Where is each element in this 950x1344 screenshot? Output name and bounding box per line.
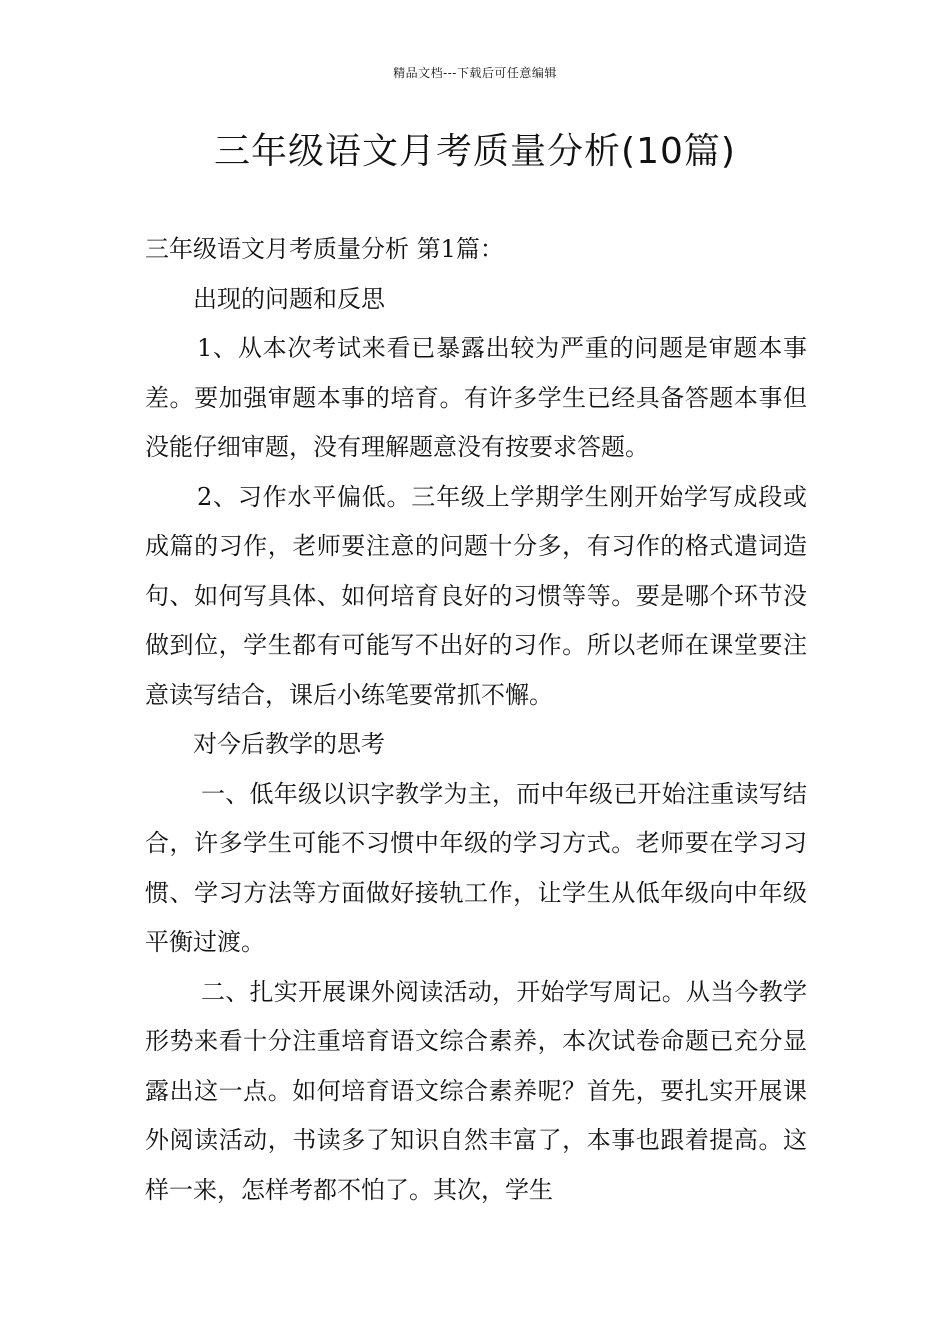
paragraph-4: 二、扎实开展课外阅读活动，开始学写周记。从当今教学形势来看十分注重培育语文综合素养，本次试卷命题已充分显露出这一点。如何培育语文综合素养呢？首先，要扎实开展课外阅读活动，书读多了知识自然丰富了，本事也跟着提高。这样一来，怎样考都不怕了。其次，学生 xyxy=(145,977,807,1204)
paragraph-1: 1、从本次考试来看已暴露出较为严重的问题是审题本事差。要加强审题本事的培育。有许多学生已经具备答题本事但没能仔细审题，没有理解题意没有按要求答题。 xyxy=(145,334,807,461)
document-body xyxy=(145,225,807,1215)
header-note: 精品文档---下载后可任意编辑 xyxy=(393,66,557,80)
heading-problems: 出现的问题和反思 xyxy=(193,284,385,313)
paragraph-3: 一、低年级以识字教学为主，而中年级已开始注重读写结合，许多学生可能不习惯中年级的学习方式。老师要在学习习惯、学习方法等方面做好接轨工作，让学生从低年级向中年级平衡过渡。 xyxy=(145,779,807,956)
heading-thoughts: 对今后教学的思考 xyxy=(193,730,385,758)
document-title: 三年级语文月考质量分析(10篇) xyxy=(214,131,736,172)
paragraph-2: 2、习作水平偏低。三年级上学期学生刚开始学写成段或成篇的习作，老师要注意的问题十分多，有习作的格式遣词造句、如何写具体、如何培育良好的习惯等等。要是哪个环节没做到位，学生都有可能写不出好的习作。所以老师在课堂要注意读写结合，课后小练笔要常抓不懈。 xyxy=(145,482,807,709)
section-title: 三年级语文月考质量分析 第1篇： xyxy=(145,235,504,263)
